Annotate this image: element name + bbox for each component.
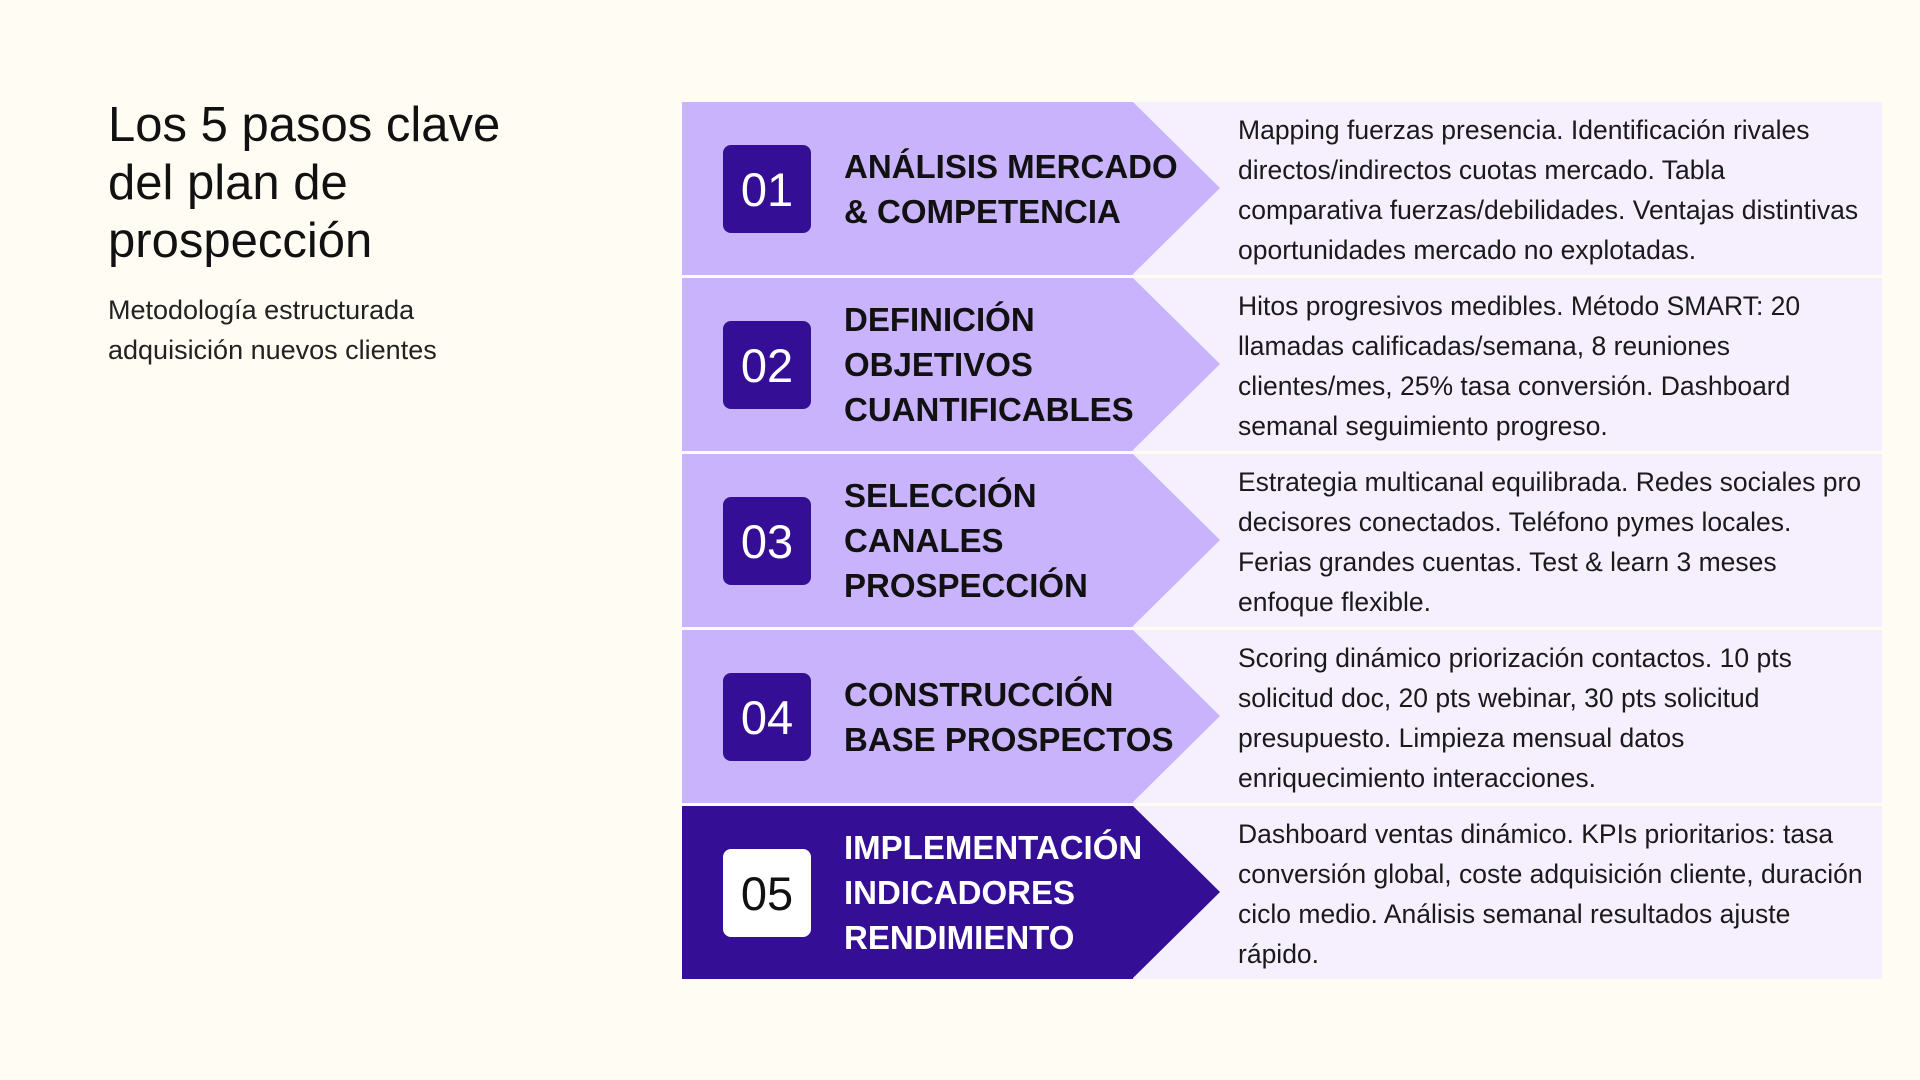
step-number-badge: 01 [723, 145, 811, 233]
step-description: Scoring dinámico priorización contactos. 10 pts solicitud doc, 20 pts webinar, 30 pts solicitud presupuesto. Limpieza mensual datos enriquecimiento interacciones. [1238, 643, 1792, 793]
step-number-badge: 05 [723, 849, 811, 937]
step-row-1 [682, 102, 1882, 275]
step-number-badge: 02 [723, 321, 811, 409]
step-row-3 [682, 454, 1882, 627]
step-row-5 [682, 806, 1882, 979]
step-description: Hitos progresivos medibles. Método SMART: 20 llamadas calificadas/semana, 8 reuniones clientes/mes, 25% tasa conversión. Dashboard semanal seguimiento progreso. [1238, 291, 1801, 441]
step-description: Dashboard ventas dinámico. KPIs prioritarios: tasa conversión global, coste adquisición cliente, duración ciclo medio. Análisis semanal resultados ajuste rápido. [1238, 819, 1863, 969]
step-title: SELECCIÓN CANALES PROSPECCIÓN [844, 477, 1088, 604]
step-number-badge: 04 [723, 673, 811, 761]
step-description: Estrategia multicanal equilibrada. Redes sociales pro decisores conectados. Teléfono pymes locales. Ferias grandes cuentas. Test & learn 3 meses enfoque flexible. [1238, 467, 1862, 617]
step-title: IMPLEMENTACIÓN INDICADORES RENDIMIENTO [844, 829, 1143, 956]
page-title: Los 5 pasos clave del plan de prospección [108, 98, 501, 268]
page-subtitle: Metodología estructurada adquisición nuevos clientes [108, 295, 437, 365]
step-description: Mapping fuerzas presencia. Identificación rivales directos/indirectos cuotas mercado. Tabla comparativa fuerzas/debilidades. Ventajas distintivas oportunidades mercado no explotadas. [1238, 115, 1859, 265]
steps-list [682, 102, 1882, 982]
step-title: ANÁLISIS MERCADO & COMPETENCIA [844, 147, 1178, 230]
step-title: DEFINICIÓN OBJETIVOS CUANTIFICABLES [844, 301, 1134, 428]
step-number-badge: 03 [723, 497, 811, 585]
step-row-4 [682, 630, 1882, 803]
step-row-2 [682, 278, 1882, 451]
step-title: CONSTRUCCIÓN BASE PROSPECTOS [844, 675, 1174, 758]
